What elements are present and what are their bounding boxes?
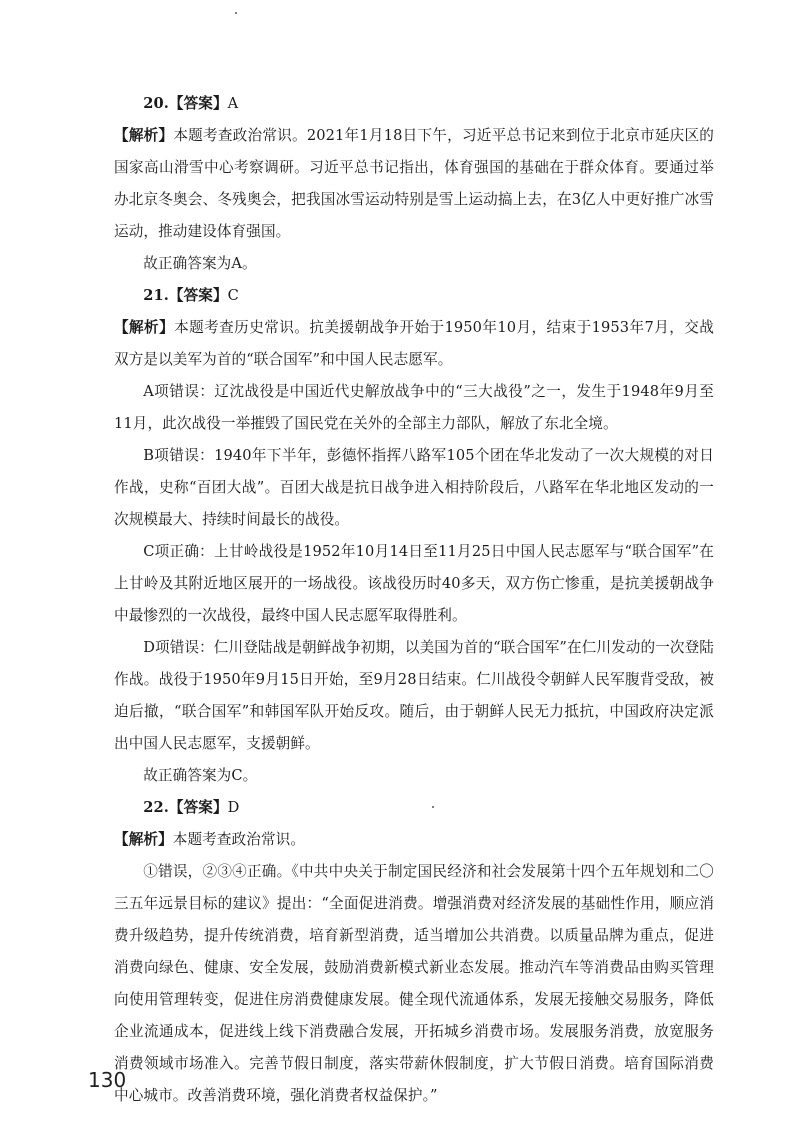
paragraph — [114, 88, 714, 120]
paragraph — [114, 792, 714, 824]
paragraph — [114, 312, 714, 376]
paragraph — [114, 536, 714, 632]
paragraph — [114, 376, 714, 440]
paragraph — [114, 760, 714, 792]
paragraph — [114, 280, 714, 312]
document-body — [114, 88, 714, 1112]
paragraph-text: D项错误：仁川登陆战是朝鲜战争初期，以美国为首的“联合国军”在仁川发动的一次登陆作战。战役于1950年9月15日开始，至9月28日结束。仁川战役令朝鲜人民军腹背受敌，被迫后撤，“联合国军”和韩国军队开始反攻。随后，由于朝鲜人民无力抵抗，中国政府决定派出中国人民志愿军，支援朝鲜。 — [114, 639, 714, 752]
paragraph — [114, 856, 714, 1112]
paragraph — [114, 248, 714, 280]
paragraph-text: 本题考查历史常识。抗美援朝战争开始于1950年10月，结束于1953年7月，交战双方是以美军为首的“联合国军”和中国人民志愿军。 — [114, 319, 714, 368]
paragraph-text: D — [227, 799, 240, 816]
answer-tag: 20.【答案】 — [143, 95, 228, 112]
paragraph-text: 故正确答案为C。 — [143, 767, 258, 784]
paragraph-text: A — [227, 95, 239, 112]
paragraph-text: 本题考查政治常识。2021年1月18日下午，习近平总书记来到位于北京市延庆区的国家高山滑雪中心考察调研。习近平总书记指出，体育强国的基础在于群众体育。要通过举办北京冬奥会、冬残奥会，把我国冰雪运动特别是雪上运动搞上去，在3亿人中更好推广冰雪运动，推动建设体育强国。 — [114, 127, 714, 240]
scan-speck — [432, 806, 434, 808]
answer-tag: 22.【答案】 — [143, 799, 228, 816]
paragraph — [114, 120, 714, 248]
answer-tag: 【解析】 — [114, 127, 174, 144]
paragraph-text: ①错误，②③④正确。《中共中央关于制定国民经济和社会发展第十四个五年规划和二〇三五年远景目标的建议》提出：“全面促进消费。增强消费对经济发展的基础性作用，顺应消费升级趋势，提升传统消费，培育新型消费，适当增加公共消费。以质量品牌为重点，促进消费向绿色、健康、安全发展，鼓励消费新模式新业态发展。推动汽车等消费品由购买管理向使用管理转变，促进住房消费健康发展。健全现代流通体系，发展无接触交易服务，降低企业流通成本，促进线上线下消费融合发展，开拓城乡消费市场。发展服务消费，放宽服务消费领域市场准入。完善节假日制度，落实带薪休假制度，扩大节假日消费。培育国际消费中心城市。改善消费环境，强化消费者权益保护。” — [114, 863, 714, 1104]
scan-speck — [235, 12, 237, 14]
paragraph — [114, 632, 714, 760]
paragraph-text: B项错误：1940年下半年，彭德怀指挥八路军105个团在华北发动了一次大规模的对日作战，史称“百团大战”。百团大战是抗日战争进入相持阶段后，八路军在华北地区发动的一次规模最大、持续时间最长的战役。 — [114, 447, 714, 528]
paragraph-text: C — [227, 287, 239, 304]
paragraph-text: C项正确：上甘岭战役是1952年10月14日至11月25日中国人民志愿军与“联合国军”在上甘岭及其附近地区展开的一场战役。该战役历时40多天，双方伤亡惨重，是抗美援朝战争中最惨烈的一次战役，最终中国人民志愿军取得胜利。 — [114, 543, 714, 624]
answer-tag: 【解析】 — [114, 319, 175, 336]
answer-tag: 【解析】 — [114, 831, 173, 848]
paragraph — [114, 824, 714, 856]
paragraph-text: 本题考查政治常识。 — [172, 831, 306, 848]
paragraph-text: 故正确答案为A。 — [143, 255, 257, 272]
paragraph-text: A项错误：辽沈战役是中国近代史解放战争中的“三大战役”之一，发生于1948年9月至11月，此次战役一举摧毁了国民党在关外的全部主力部队，解放了东北全境。 — [114, 383, 714, 432]
paragraph — [114, 440, 714, 536]
answer-tag: 21.【答案】 — [143, 287, 228, 304]
page-number: 130 — [88, 1068, 127, 1092]
